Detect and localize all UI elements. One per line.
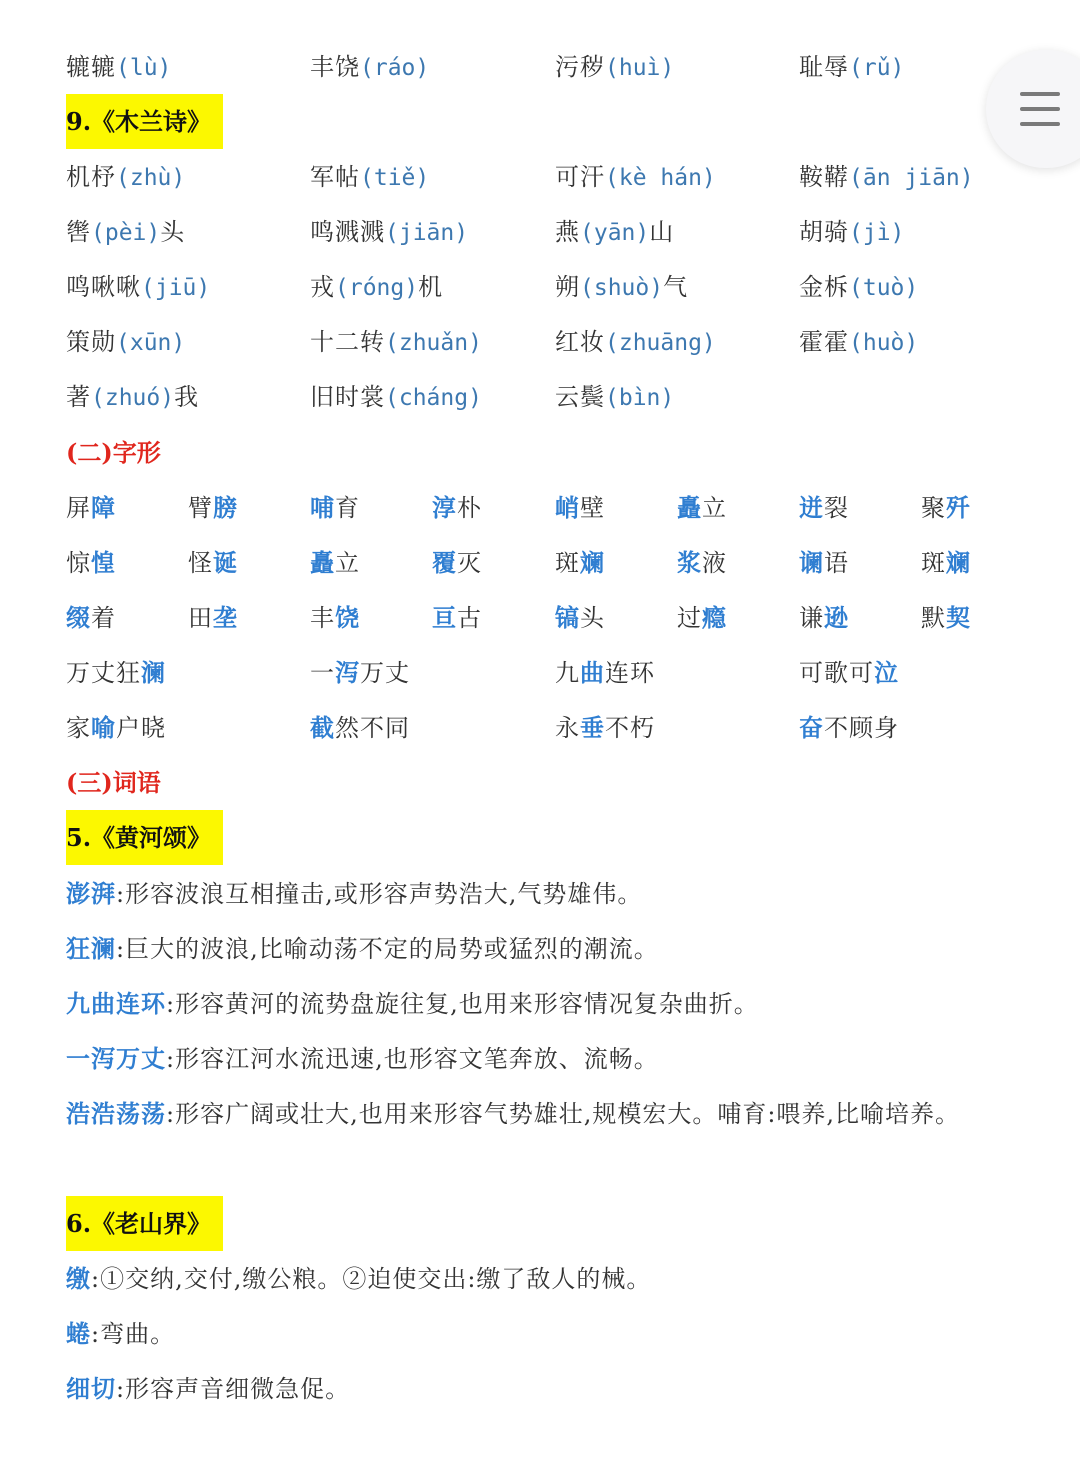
definition: 一泻万丈:形容江河水流迅速,也形容文笔奔放、流畅。: [66, 1044, 659, 1073]
pinyin-item: 红妆(zhuāng): [555, 328, 716, 356]
pinyin-item: 十二转(zhuǎn): [310, 328, 482, 356]
pinyin-row: [0, 260, 1080, 315]
pinyin-item: 燕(yān)山: [555, 218, 675, 246]
glyph-row: [0, 480, 1080, 535]
pinyin-item: 污秽(huì): [555, 53, 675, 81]
glyph-item: 怪诞: [188, 548, 238, 577]
definition: 细切:形容声音细微急促。: [66, 1374, 351, 1403]
pinyin-item: 鞍鞯(ān jiān): [799, 163, 974, 191]
section-title-laoshanjie: 6.《老山界》: [66, 1196, 223, 1251]
glyph-item: 惊惶: [66, 548, 116, 577]
pinyin-item: 鸣啾啾(jiū): [66, 273, 211, 301]
pinyin-item: 军帖(tiě): [310, 163, 430, 191]
definition: 九曲连环:形容黄河的流势盘旋往复,也用来形容情况复杂曲折。: [66, 989, 759, 1018]
glyph-item: 覆灭: [432, 548, 482, 577]
pinyin-item: 策勋(xūn): [66, 328, 186, 356]
pinyin-item: 耻辱(rǔ): [799, 53, 905, 81]
definition: 缴:①交纳,交付,缴公粮。②迫使交出:缴了敌人的械。: [66, 1264, 652, 1293]
glyph-row: [0, 535, 1080, 590]
pinyin-row: [0, 150, 1080, 205]
glyph-item: 臂膀: [188, 493, 238, 522]
glyph-item: 哺育: [310, 493, 360, 522]
pinyin-row: [0, 40, 1080, 95]
glyph-item: 谰语: [799, 548, 849, 577]
glyph-item: 屏障: [66, 493, 116, 522]
section-title-mulanshi: 9.《木兰诗》: [66, 94, 223, 149]
glyph-item: 谦逊: [799, 603, 849, 632]
idiom-item: 九曲连环: [555, 658, 655, 687]
idiom-row: [0, 700, 1080, 755]
idiom-row: [0, 645, 1080, 700]
section-title-huanghesong: 5.《黄河颂》: [66, 810, 223, 865]
glyph-item: 矗立: [677, 493, 727, 522]
pinyin-item: 戎(róng)机: [310, 273, 444, 301]
glyph-item: 镐头: [555, 603, 605, 632]
definition: 蜷:弯曲。: [66, 1319, 176, 1348]
pinyin-item: 金柝(tuò): [799, 273, 919, 301]
pinyin-item: 云鬓(bìn): [555, 383, 675, 411]
glyph-item: 迸裂: [799, 493, 849, 522]
glyph-item: 田垄: [188, 603, 238, 632]
pinyin-item: 胡骑(jì): [799, 218, 905, 246]
definition: 澎湃:形容波浪互相撞击,或形容声势浩大,气势雄伟。: [66, 879, 643, 908]
idiom-item: 可歌可泣: [799, 658, 899, 687]
idiom-item: 奋不顾身: [799, 713, 899, 742]
pinyin-item: 辘辘(lù): [66, 53, 172, 81]
pinyin-item: 可汗(kè hán): [555, 163, 716, 191]
glyph-item: 矗立: [310, 548, 360, 577]
glyph-item: 浆液: [677, 548, 727, 577]
pinyin-item: 丰饶(ráo): [310, 53, 430, 81]
idiom-item: 截然不同: [310, 713, 410, 742]
pinyin-item: 鸣溅溅(jiān): [310, 218, 469, 246]
definition: 狂澜:巨大的波浪,比喻动荡不定的局势或猛烈的潮流。: [66, 934, 659, 963]
glyph-item: 聚歼: [921, 493, 971, 522]
glyph-item: 默契: [921, 603, 971, 632]
subsection-title-zixing: (二)字形: [66, 438, 161, 467]
pinyin-item: 辔(pèi)头: [66, 218, 186, 246]
glyph-item: 淳朴: [432, 493, 482, 522]
definition: 浩浩荡荡:形容广阔或壮大,也用来形容气势雄壮,规模宏大。哺育:喂养,比喻培养。: [66, 1099, 961, 1128]
pinyin-item: 旧时裳(cháng): [310, 383, 482, 411]
pinyin-row: [0, 370, 1080, 425]
pinyin-item: 著(zhuó)我: [66, 383, 200, 411]
glyph-item: 斑斓: [555, 548, 605, 577]
glyph-item: 缀着: [66, 603, 116, 632]
subsection-title-ciyu: (三)词语: [66, 768, 161, 797]
pinyin-row: [0, 205, 1080, 260]
glyph-item: 斑斓: [921, 548, 971, 577]
glyph-row: [0, 590, 1080, 645]
glyph-item: 峭壁: [555, 493, 605, 522]
glyph-item: 过瘾: [677, 603, 727, 632]
glyph-item: 丰饶: [310, 603, 360, 632]
pinyin-item: 朔(shuò)气: [555, 273, 689, 301]
idiom-item: 家喻户晓: [66, 713, 166, 742]
pinyin-item: 机杼(zhù): [66, 163, 186, 191]
idiom-item: 万丈狂澜: [66, 658, 166, 687]
pinyin-item: 霍霍(huò): [799, 328, 919, 356]
idiom-item: 永垂不朽: [555, 713, 655, 742]
idiom-item: 一泻万丈: [310, 658, 410, 687]
glyph-item: 亘古: [432, 603, 482, 632]
pinyin-row: [0, 315, 1080, 370]
